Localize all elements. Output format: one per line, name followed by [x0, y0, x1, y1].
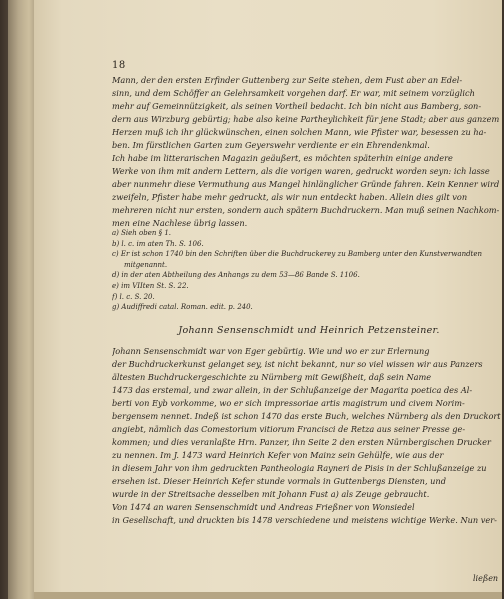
- footnote-line: mitgenannt.: [124, 260, 168, 269]
- text-line: wurde in der Streitsache desselben mit Johann Fust a) als Zeuge gebraucht.: [112, 489, 430, 499]
- footnote-line: f) l. c. S. 20.: [112, 292, 155, 301]
- text-line: Werke von ihm mit andern Lettern, als die vorigen waren, gedruckt worden seyn: ich lasse: [112, 166, 490, 176]
- text-line: Johann Sensenschmidt war von Eger gebürtig. Wie und wo er zur Erlernung: [112, 346, 430, 356]
- text-line: mehreren nicht nur ersten, sondern auch spätern Buchdruckern. Man muß seinen Nachkom-: [112, 205, 500, 215]
- footnotes: [112, 228, 504, 313]
- footnote-line: a) Sieh oben § 1.: [112, 229, 172, 237]
- text-line: angiebt, nämlich das Comestorium vitiorum Francisci de Retza aus seiner Presse ge-: [112, 424, 466, 434]
- text-line: men eine Nachlese übrig lassen.: [112, 218, 248, 228]
- text-line: Herzen muß ich ihr glückwünschen, einen solchen Mann, wie Pfister war, besessen zu ha-: [112, 127, 487, 137]
- text-line: aber nunmehr diese Vermuthung aus Mangel hinlänglicher Gründe fahren. Kein Kenner wird: [112, 179, 500, 189]
- text-line: bergensem nennet. Indeß ist schon 1470 das erste Buch, welches Nürnberg als den Druckort: [112, 411, 501, 421]
- text-line: Von 1474 an waren Sensenschmidt und Andreas Frießner von Wonsiedel: [112, 502, 415, 512]
- text-line: in diesem Jahr von ihm gedruckten Pantheologia Rayneri de Pisis in der Schlußanzeige zu: [112, 463, 487, 473]
- footnote-line: e) im VIIten St. S. 22.: [112, 281, 189, 290]
- text-line: zweifeln, Pfister habe mehr gedruckt, als wir nun entdeckt haben. Allein dies gilt von: [112, 192, 468, 202]
- text-line: der Buchdruckerkunst gelanget sey, ist nicht bekannt, nur so viel wissen wir aus Panzers: [112, 359, 483, 369]
- page-number: 18: [112, 60, 126, 71]
- paragraph-2: [112, 152, 504, 230]
- paragraph-3: [112, 345, 504, 527]
- text-line: ersehen ist. Dieser Heinrich Kefer stunde vormals in Guttenbergs Diensten, und: [112, 476, 446, 486]
- text-line: dern aus Wirzburg gebürtig; habe also keine Partheylichkeit für jene Stadt; aber aus ganzem: [112, 114, 500, 124]
- text-line: berti von Eyb vorkomme, wo er sich impressoriae artis magistrum und civem Norim-: [112, 398, 465, 408]
- footnote-line: d) in der aten Abtheilung des Anhangs zu dem 53—86 Bande S. 1106.: [112, 271, 360, 280]
- footnote-line: b) l. c. im aten Th. S. 106.: [112, 239, 204, 248]
- text-line: mehr auf Gemeinnützigkeit, als seinen Vortheil bedacht. Ich bin nicht aus Bamberg, son-: [112, 101, 482, 111]
- footnote-line: g) Audiffredi catal. Roman. edit. p. 240.: [112, 303, 253, 312]
- text-line: ältesten Buchdruckergeschichte zu Nürnberg mit Gewißheit, daß sein Name: [112, 372, 432, 382]
- text-line: sinn, und dem Schöffer an Gelehrsamkeit vorgehen darf. Er war, mit seinem vorzüglich: [112, 88, 475, 98]
- text-line: 1473 das erstemal, und zwar allein, in der Schlußanzeige der Magarita poetica des Al-: [112, 385, 473, 395]
- paragraph-1: [112, 74, 504, 152]
- text-line: Ich habe im litterarischen Magazin geäußert, es möchten späterhin einige andere: [112, 153, 453, 163]
- text-line: zu nennen. Im J. 1473 ward Heinrich Kefer von Mainz sein Gehülfe, wie aus der: [112, 450, 444, 460]
- text-line: ben. Im fürstlichen Garten zum Geyerswehr verdiente er ein Ehrendenkmal.: [112, 140, 430, 150]
- catchword: ließen: [473, 574, 499, 583]
- section-heading: Johann Sensenschmidt und Heinrich Petzensteiner.: [178, 325, 440, 336]
- text-line: kommen; und dies veranlaßte Hrn. Panzer, ihn Seite 2 den ersten Nürnbergischen Drucker: [112, 437, 491, 447]
- text-line: in Gesellschaft, und druckten bis 1478 verschiedene und meistens wichtige Werke. Nun ver-: [112, 515, 497, 525]
- page-content: [78, 0, 501, 599]
- footnote-line: c) Er ist schon 1740 bin den Schriften über die Buchdruckerey zu Bamberg unter den Kunstverwandten: [112, 250, 483, 259]
- text-line: Mann, der den ersten Erfinder Guttenberg zur Seite stehen, dem Fust aber an Edel-: [112, 75, 463, 85]
